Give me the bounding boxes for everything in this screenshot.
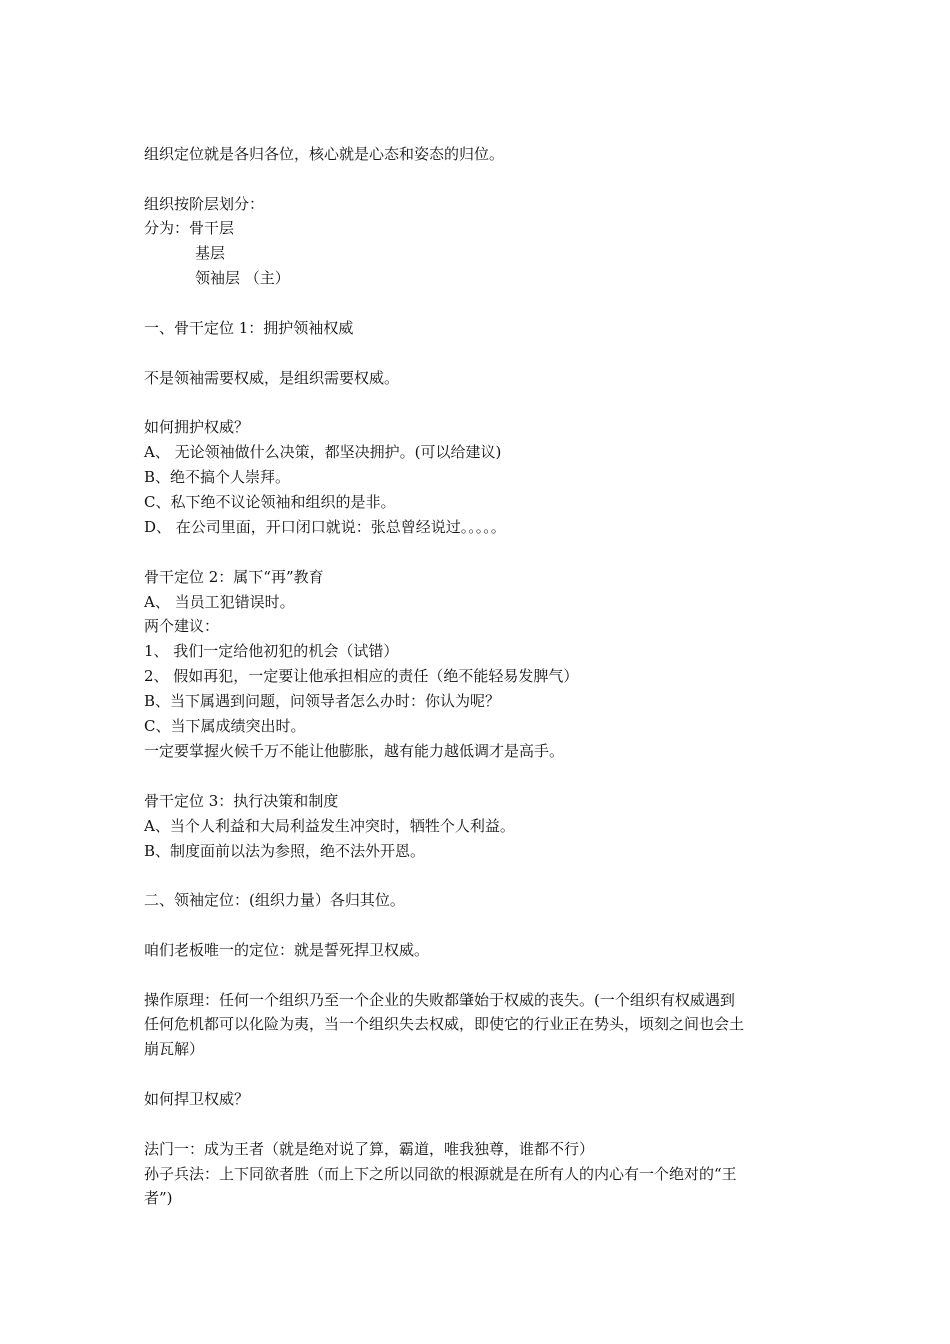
list-item: A、 无论领袖做什么决策，都坚决拥护。(可以给建议) [144, 443, 502, 461]
section4-title: 二、领袖定位：(组织力量）各归其位。 [144, 891, 405, 909]
principle-line: 操作原理：任何一个组织乃至一个企业的失败都肇始于权威的丧失。(一个组织有权威遇到 [144, 991, 735, 1009]
hierarchy-heading: 组织按阶层划分： [144, 195, 265, 213]
paragraph-line: B、当下属遇到问题，问领导者怎么办时：你认为呢？ [144, 692, 501, 710]
paragraph-line: A、 当员工犯错误时。 [144, 593, 295, 611]
intro-paragraph: 组织定位就是各归各位，核心就是心态和姿态的归位。 [144, 145, 505, 163]
paragraph-line: 一定要掌握火候千万不能让他膨胀，越有能力越低调才是高手。 [144, 742, 565, 760]
paragraph-line: 两个建议： [144, 617, 220, 635]
paragraph-line: 2、 假如再犯，一定要让他承担相应的责任（绝不能轻易发脾气） [144, 667, 579, 685]
list-item: B、绝不搞个人崇拜。 [144, 468, 291, 486]
hierarchy-level-1: 分为：骨干层 [144, 219, 235, 237]
paragraph-line: 1、 我们一定给他初犯的机会（试错） [144, 642, 399, 660]
section1-statement: 不是领袖需要权威，是组织需要权威。 [144, 369, 400, 387]
method1-line: 法门一：成为王者（就是绝对说了算，霸道，唯我独尊，谁都不行） [144, 1140, 595, 1158]
section3-title: 骨干定位 3：执行决策和制度 [144, 792, 339, 810]
section1-question: 如何拥护权威？ [144, 418, 250, 436]
boss-statement: 咱们老板唯一的定位：就是誓死捍卫权威。 [144, 941, 430, 959]
section1-title: 一、骨干定位 1：拥护领袖权威 [144, 319, 354, 337]
principle-line: 崩瓦解） [144, 1040, 205, 1058]
principle-line: 任何危机都可以化险为夷，当一个组织失去权威，即使它的行业正在势头，顷刻之间也会土 [144, 1015, 745, 1033]
list-item: D、 在公司里面，开口闭口就说：张总曾经说过。。。。。 [144, 518, 506, 536]
section4-question: 如何捍卫权威？ [144, 1090, 250, 1108]
sunzi-line: 者”) [144, 1189, 173, 1207]
paragraph-line: C、当下属成绩突出时。 [144, 717, 306, 735]
section2-title: 骨干定位 2：属下“再”教育 [144, 568, 324, 586]
sunzi-line: 孙子兵法：上下同欲者胜（而上下之所以同欲的根源就是在所有人的内心有一个绝对的“王 [144, 1165, 737, 1183]
paragraph-line: B、制度面前以法为参照，绝不法外开恩。 [144, 842, 426, 860]
list-item: C、私下绝不议论领袖和组织的是非。 [144, 493, 396, 511]
hierarchy-level-2: 基层 [195, 244, 226, 262]
hierarchy-level-3: 领袖层 （主） [195, 269, 290, 287]
paragraph-line: A、当个人利益和大局利益发生冲突时，牺牲个人利益。 [144, 817, 515, 835]
